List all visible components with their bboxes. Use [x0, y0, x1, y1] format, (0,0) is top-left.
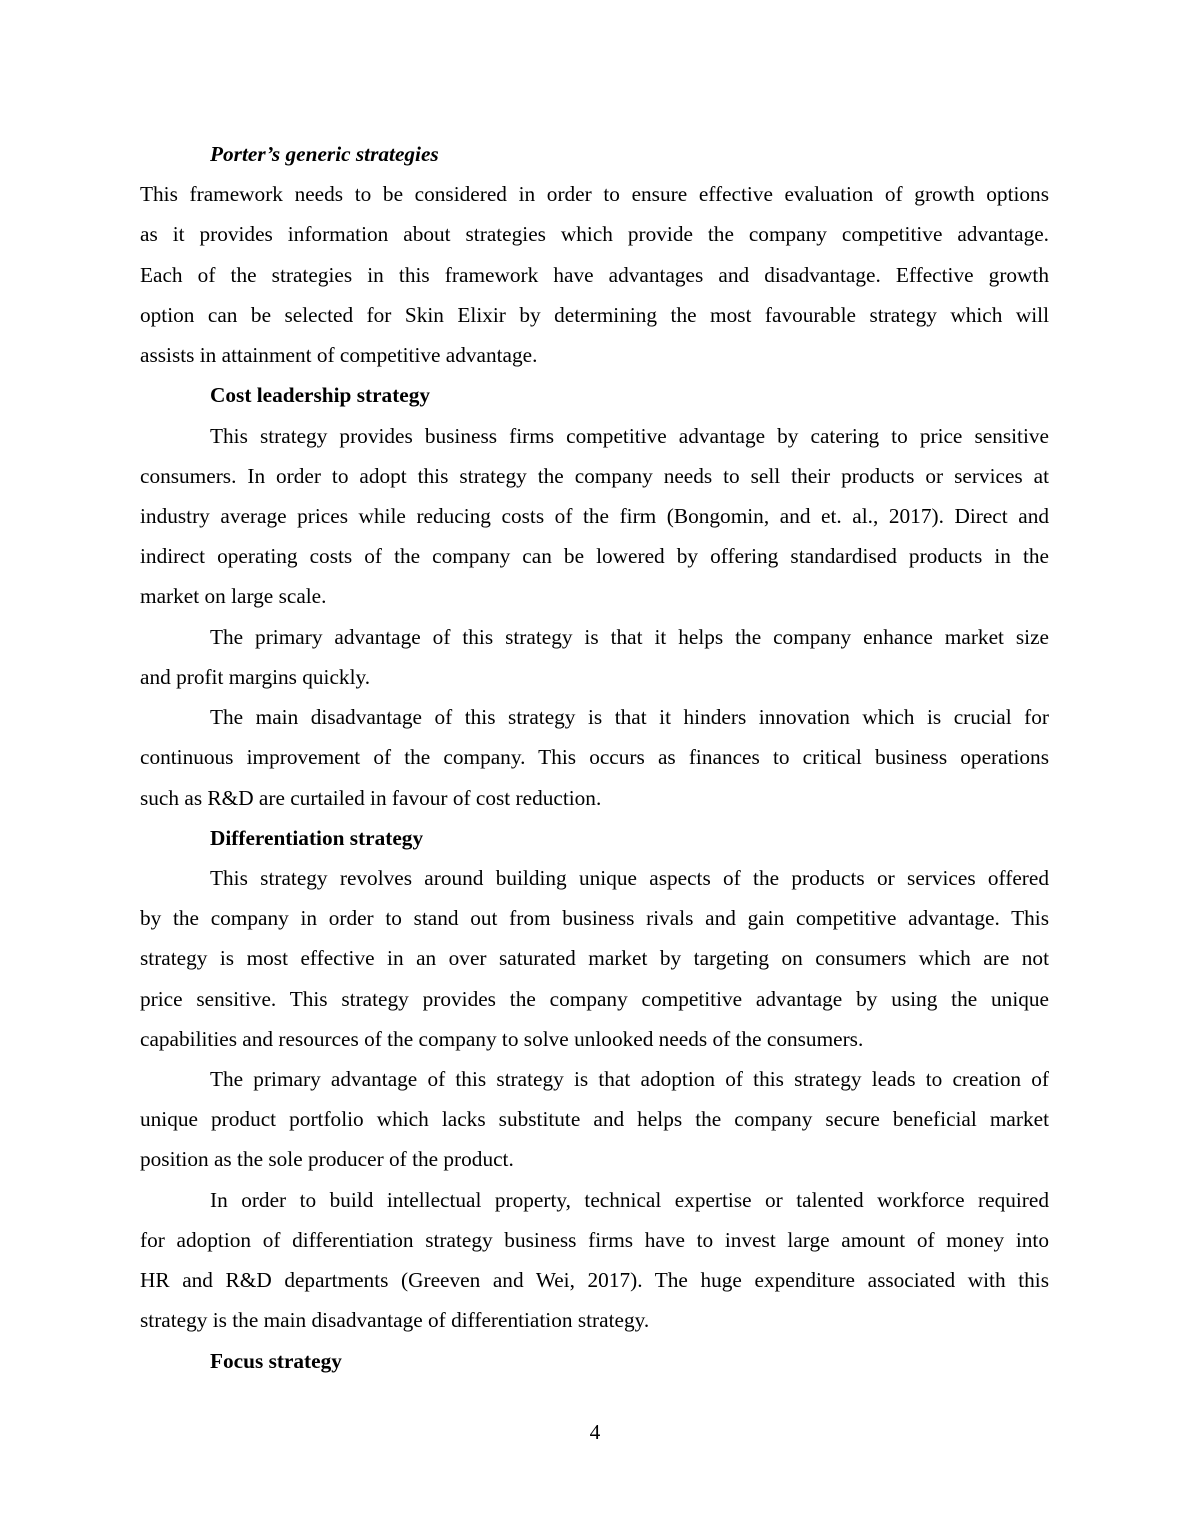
paragraph: [140, 623, 1049, 703]
section-heading: Cost leadership strategy: [210, 383, 431, 408]
paragraph-line: The primary advantage of this strategy is that it helps the company enhance market size: [210, 624, 1049, 649]
paragraph-line: for adoption of differentiation strategy business firms have to invest large amount of money into: [140, 1227, 1049, 1252]
paragraph-line: This framework needs to be considered in order to ensure effective evaluation of growth options: [140, 182, 1049, 207]
paragraph-line: price sensitive. This strategy provides the company competitive advantage by using the unique: [140, 986, 1049, 1011]
page-number: 4: [589, 1420, 601, 1444]
paragraph-line: as it provides information about strategies which provide the company competitive advantage.: [140, 222, 1049, 247]
paragraph-line: HR and R&D departments (Greeven and Wei, 2017). The huge expenditure associated with this: [140, 1268, 1049, 1293]
paragraph: [140, 1065, 1049, 1186]
paragraph-line: The primary advantage of this strategy is that adoption of this strategy leads to creation of: [210, 1067, 1049, 1092]
paragraph-line: This strategy provides business firms competitive advantage by catering to price sensitive: [210, 423, 1049, 448]
section-heading: Porter’s generic strategies: [210, 142, 439, 166]
paragraph-line: and profit margins quickly.: [140, 664, 371, 689]
paragraph-line: strategy is most effective in an over saturated market by targeting on consumers which are not: [140, 946, 1049, 971]
paragraph-line: This strategy revolves around building unique aspects of the products or services offered: [210, 865, 1049, 890]
paragraph: [140, 1186, 1049, 1347]
paragraph-line: assists in attainment of competitive advantage.: [140, 343, 538, 368]
paragraph-line: unique product portfolio which lacks substitute and helps the company secure beneficial market: [140, 1107, 1049, 1132]
paragraph-line: The main disadvantage of this strategy is that it hinders innovation which is crucial for: [210, 705, 1049, 730]
paragraph-line: In order to build intellectual property, technical expertise or talented workforce required: [210, 1187, 1049, 1212]
document-body: [140, 140, 1049, 1387]
paragraph: [140, 864, 1049, 1065]
paragraph-line: such as R&D are curtailed in favour of cost reduction.: [140, 785, 602, 810]
paragraph-line: indirect operating costs of the company can be lowered by offering standardised products in the: [140, 544, 1049, 569]
paragraph-line: market on large scale.: [140, 584, 327, 609]
section-heading: Focus strategy: [210, 1348, 342, 1373]
paragraph-line: strategy is the main disadvantage of differentiation strategy.: [140, 1308, 650, 1333]
section-heading: Differentiation strategy: [210, 825, 424, 850]
paragraph: [140, 703, 1049, 824]
paragraph: [140, 180, 1049, 381]
paragraph-line: Each of the strategies in this framework have advantages and disadvantage. Effective growth: [140, 262, 1049, 287]
paragraph-line: option can be selected for Skin Elixir by determining the most favourable strategy which will: [140, 302, 1049, 327]
paragraph-line: industry average prices while reducing costs of the firm (Bongomin, and et. al., 2017). Direct and: [140, 503, 1049, 528]
paragraph-line: consumers. In order to adopt this strategy the company needs to sell their products or services at: [140, 463, 1049, 488]
paragraph-line: by the company in order to stand out from business rivals and gain competitive advantage. This: [140, 906, 1049, 931]
paragraph-line: capabilities and resources of the company to solve unlooked needs of the consumers.: [140, 1026, 864, 1051]
paragraph: [140, 422, 1049, 623]
paragraph-line: position as the sole producer of the product.: [140, 1147, 514, 1172]
paragraph-line: continuous improvement of the company. This occurs as finances to critical business operations: [140, 745, 1049, 770]
